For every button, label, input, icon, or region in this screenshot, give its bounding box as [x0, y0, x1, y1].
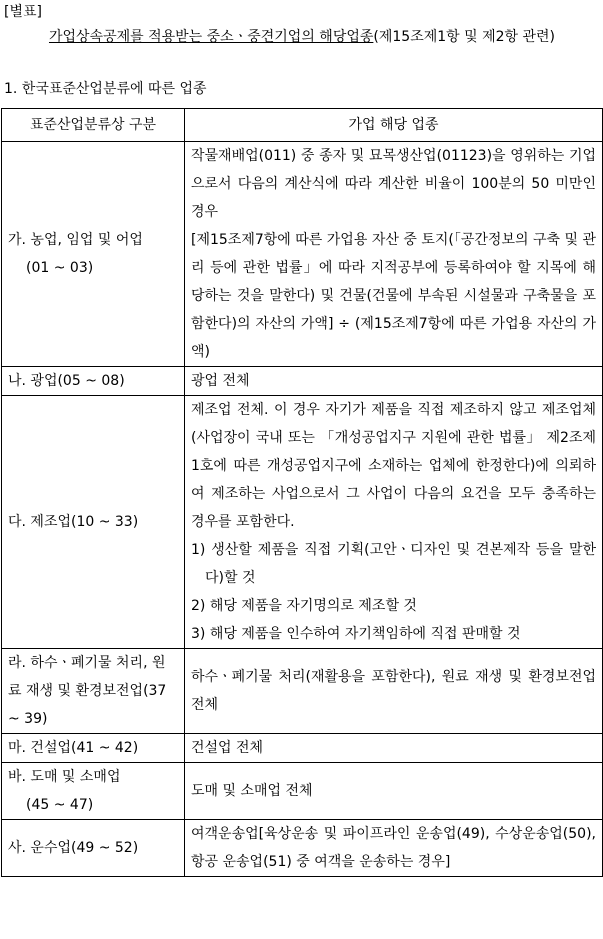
row-category: 마. 건설업(41 ~ 42) [2, 734, 185, 763]
row-description: 여객운송업[육상운송 및 파이프라인 운송업(49), 수상운송업(50), 항공 운송업(51) 중 여객을 운송하는 경우] [185, 820, 603, 877]
row-category: 사. 운수업(49 ~ 52) [2, 820, 185, 877]
row-category: 다. 제조업(10 ~ 33) [2, 396, 185, 649]
header-industry: 가업 해당 업종 [185, 109, 603, 142]
table-row [2, 396, 603, 649]
row-category: 라. 하수ㆍ폐기물 처리, 원료 재생 및 환경보전업(37 ~ 39) [2, 649, 185, 734]
industry-table [1, 108, 603, 877]
row-description: 도매 및 소매업 전체 [185, 763, 603, 820]
row-description: 제조업 전체. 이 경우 자기가 제품을 직접 제조하지 않고 제조업체(사업장이 국내 또는 「개성공업지구 지원에 관한 법률」 제2조제1호에 따른 개성공업지구에 소재하는 업체에 한정한다)에 의뢰하여 제조하는 사업으로서 그 사업이 다음의 요건을 모두 충족하는 경우를 포함한다. 1) 생산할 제품을 직접 기획(고안ㆍ디자인 및 견본제작 등을 말한다)할 것 2) 해당 제품을 자기명의로 제조할 것 3) 해당 제품을 인수하여 자기책임하에 직접 판매할 것 [185, 396, 603, 649]
table-row [2, 734, 603, 763]
table-row [2, 820, 603, 877]
row-category: 바. 도매 및 소매업 (45 ~ 47) [2, 763, 185, 820]
bracket-title: [별표] [4, 4, 42, 20]
header-category: 표준산업분류상 구분 [2, 109, 185, 142]
row-description: 하수ㆍ폐기물 처리(재활용을 포함한다), 원료 재생 및 환경보전업 전체 [185, 649, 603, 734]
heading-rest: (제15조제1항 및 제2항 관련) [373, 29, 556, 45]
heading-underlined: 가업상속공제를 적용받는 중소ㆍ중견기업의 해당업종 [48, 29, 374, 45]
table-row [2, 763, 603, 820]
row-description: 작물재배업(011) 중 종자 및 묘목생산업(01123)을 영위하는 기업으로서 다음의 계산식에 따라 계산한 비율이 100분의 50 미만인 경우 [제15조제7항에 따른 가업용 자산 중 토지(「공간정보의 구축 및 관리 등에 관한 법률」에 따라 지적공부에 등록하여야 할 지목에 해당하는 것을 말한다) 및 건물(건물에 부속된 시설물과 구축물을 포함한다)의 자산의 가액] ÷ (제15조제7항에 따른 가업용 자산의 가액) [185, 142, 603, 367]
page-heading [4, 26, 600, 48]
row-description: 광업 전체 [185, 367, 603, 396]
table-row [2, 367, 603, 396]
section-title: 1. 한국표준산업분류에 따른 업종 [4, 81, 207, 97]
table-row [2, 649, 603, 734]
table-header-row [2, 109, 603, 142]
row-description: 건설업 전체 [185, 734, 603, 763]
table-row [2, 142, 603, 367]
row-category: 가. 농업, 임업 및 어업 (01 ~ 03) [2, 142, 185, 367]
row-category: 나. 광업(05 ~ 08) [2, 367, 185, 396]
